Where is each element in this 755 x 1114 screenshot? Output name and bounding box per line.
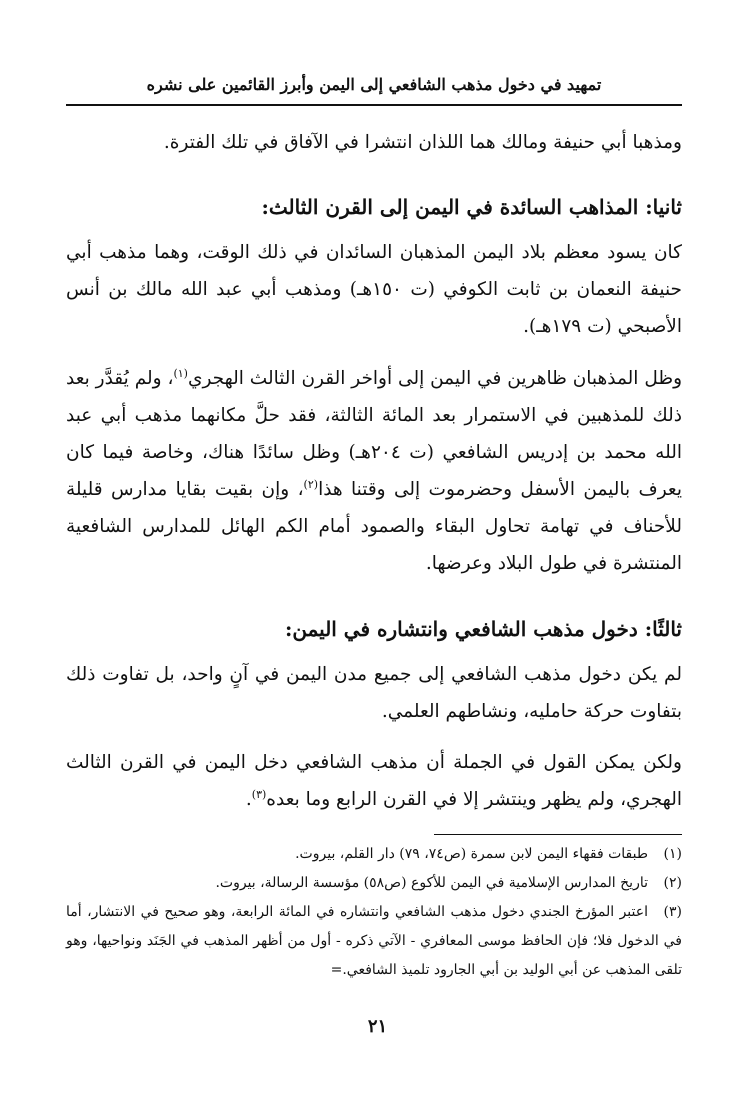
- footnote-ref-1: (١): [173, 366, 188, 380]
- footnote-number: (١): [663, 846, 682, 862]
- footnote-2: [66, 869, 682, 898]
- header-divider: [66, 104, 682, 106]
- footnote-divider: [434, 834, 682, 835]
- footnote-text: اعتبر المؤرخ الجندي دخول مذهب الشافعي وانتشاره في المائة الرابعة، وهو صحيح في الانتشار، أما في الدخول فلا؛ فإن الحافظ موسى المعافري - الآتي ذكره - أول من أظهر المذهب في الجَنَد ونواحيها، وهو تلقى المذهب عن أبي الوليد بن أبي الجارود تلميذ الشافعي.=: [66, 904, 682, 978]
- running-header: تمهيد في دخول مذهب الشافعي إلى اليمن وأبرز القائمين على نشره: [146, 75, 602, 94]
- paragraph-text: كان يسود معظم بلاد اليمن المذهبان السائدان في ذلك الوقت، وهما مذهب أبي حنيفة النعمان بن ثابت الكوفي (ت ١٥٠هـ) ومذهب أبي عبد الله مالك بن أنس الأصبحي (ت ١٧٩هـ).: [66, 242, 682, 337]
- paragraph-text: ومذهبا أبي حنيفة ومالك هما اللذان انتشرا في الآفاق في تلك الفترة.: [163, 132, 682, 153]
- footnote-text: طبقات فقهاء اليمن لابن سمرة (ص٧٤، ٧٩) دار القلم، بيروت.: [295, 846, 648, 862]
- section-heading: ثانيا: المذاهب السائدة في اليمن إلى القرن الثالث:: [261, 195, 682, 219]
- text-run: .: [245, 789, 252, 810]
- text-run: ، وإن بقيت بقايا مدارس قليلة للأحناف في تهامة تحاول البقاء والصمود أمام الكم الهائل للمدارس الشافعية المنتشرة في طول البلاد وعرضها.: [66, 479, 682, 574]
- footnote-ref-2: (٢): [303, 477, 319, 491]
- paragraph-entry: [66, 656, 682, 730]
- text-run: وظل المذهبان ظاهرين في اليمن إلى أواخر القرن الثالث الهجري: [187, 368, 682, 389]
- footnote-text: تاريخ المدارس الإسلامية في اليمن للأكوع (ص٥٨) مؤسسة الرسالة، بيروت.: [215, 875, 648, 891]
- paragraph-intro: [66, 124, 682, 161]
- paragraph-text: لم يكن دخول مذهب الشافعي إلى جميع مدن اليمن في آنٍ واحد، بل تفاوت ذلك بتفاوت حركة حامليه، ونشاطهم العلمي.: [66, 664, 682, 722]
- footnote-ref-3: (٣): [251, 787, 267, 801]
- text-run: ولكن يمكن القول في الجملة أن مذهب الشافعي دخل اليمن في القرن الثالث الهجري، ولم يظهر وينتشر إلا في القرن الرابع وما بعده: [66, 752, 682, 810]
- paragraph-conclusion: [66, 744, 682, 818]
- heading-third: [66, 614, 682, 644]
- paragraph-shafii-spread: [66, 360, 682, 582]
- paragraph-text: [66, 744, 682, 818]
- footnotes: [66, 840, 682, 985]
- text-run: ، ولم يُقدَّر بعد ذلك للمذهبين في الاستمرار بعد المائة الثالثة، فقد حلَّ مكانهما مذهب أبي عبد الله محمد بن إدريس الشافعي (ت ٢٠٤هـ) وظل سائدًا هناك، وخاصة فيما كان يعرف باليمن الأسفل وحضرموت إلى وقتنا هذا: [66, 368, 682, 500]
- heading-second: [66, 192, 682, 222]
- footnote-3: [66, 898, 682, 985]
- section-heading: ثالثًا: دخول مذهب الشافعي وانتشاره في اليمن:: [284, 617, 682, 641]
- footnote-1: [66, 840, 682, 869]
- paragraph-text: [66, 360, 682, 582]
- footnote-number: (٣): [663, 904, 682, 920]
- paragraph-madhabs: [66, 234, 682, 345]
- page-number: ٢١: [367, 1016, 388, 1037]
- footnote-number: (٢): [663, 875, 682, 891]
